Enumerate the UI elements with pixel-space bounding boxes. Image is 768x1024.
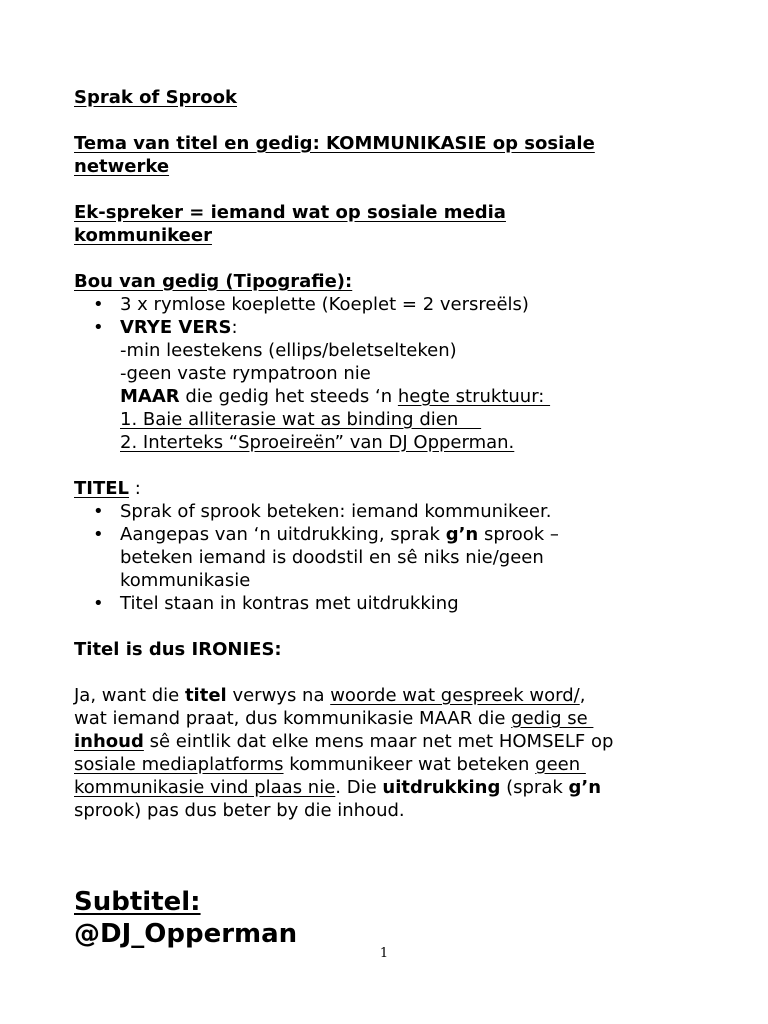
theme-line-1: Tema van titel en gedig: KOMMUNIKASIE op sosiale <box>74 133 595 154</box>
page-number: 1 <box>379 946 389 961</box>
structure-point-2: 2. Interteks “Sproeireën” van DJ Opperman. <box>120 432 515 453</box>
structure-heading: Bou van gedig (Tipografie): <box>74 271 353 292</box>
titel-bullet-2a: Aangepas van ‘n uitdrukking, sprak <box>120 524 446 545</box>
ironies-last-line: sprook) pas dus beter by die inhoud. <box>74 800 405 821</box>
list-item <box>74 293 714 316</box>
list-item <box>74 592 714 615</box>
titel-list <box>74 500 714 615</box>
maar-bold: MAAR <box>120 386 180 407</box>
speaker-heading <box>74 201 714 247</box>
maar-text: die gedig het steeds ‘n <box>179 386 398 407</box>
titel-heading-suffix: : <box>129 478 141 499</box>
document-page <box>74 86 714 950</box>
titel-bullet-3: Titel staan in kontras met uitdrukking <box>120 593 459 614</box>
subtitle-heading: Subtitel: <box>74 887 201 917</box>
gn-bold: g’n <box>568 777 602 798</box>
list-item <box>74 316 714 454</box>
list-item <box>74 500 714 523</box>
titel-heading-label: TITEL <box>74 478 130 499</box>
structure-line-maar <box>120 385 714 408</box>
theme-line-2: netwerke <box>74 156 170 177</box>
speaker-line-2: kommunikeer <box>74 225 212 246</box>
text: wat iemand praat, dus kommunikasie MAAR die <box>74 708 512 729</box>
titel-bullet-2b: sprook – <box>478 524 559 545</box>
colon: : <box>231 317 238 338</box>
inhoud-bold: inhoud <box>74 731 144 752</box>
ironies-heading: Titel is dus IRONIES: <box>74 639 282 660</box>
underlined-text: woorde wat gespreek word/ <box>330 685 580 706</box>
titel-bullet-2-bold: g’n <box>445 524 479 545</box>
underlined-text: gedig se <box>511 708 594 729</box>
titel-bold: titel <box>184 685 227 706</box>
underlined-text: kommunikasie vind plaas nie <box>74 777 336 798</box>
titel-bullet-1: Sprak of sprook beteken: iemand kommunikeer. <box>120 501 552 522</box>
text: (sprak <box>500 777 569 798</box>
structure-line-min: -min leestekens (ellips/beletselteken) <box>120 340 457 361</box>
text: kommunikeer wat beteken <box>283 754 536 775</box>
structure-list <box>74 293 714 454</box>
text: . Die <box>335 777 383 798</box>
structure-bullet-1: 3 x rymlose koeplette (Koeplet = 2 versreëls) <box>120 294 529 315</box>
titel-bullet-2-line2: beteken iemand is doodstil en sê niks nie/geen <box>120 547 544 568</box>
document-title: Sprak of Sprook <box>74 87 238 108</box>
subtitle-handle: @DJ_Opperman <box>74 919 298 949</box>
theme-heading <box>74 132 714 178</box>
underlined-text: sosiale mediaplatforms <box>74 754 284 775</box>
uitdrukking-bold: uitdrukking <box>382 777 501 798</box>
titel-heading <box>74 477 714 500</box>
hegte-struktuur: hegte struktuur: <box>397 386 551 407</box>
speaker-line-1: Ek-spreker = iemand wat op sosiale media <box>74 202 506 223</box>
ironies-paragraph <box>74 661 714 822</box>
text: , <box>579 685 586 706</box>
titel-bullet-2-line3: kommunikasie <box>120 570 251 591</box>
text: Ja, want die <box>74 685 185 706</box>
structure-line-geen: -geen vaste rympatroon nie <box>120 363 371 384</box>
structure-point-1: 1. Baie alliterasie wat as binding dien <box>120 409 482 430</box>
text: sê eintlik dat elke mens maar net met HOMSELF op <box>143 731 614 752</box>
text: verwys na <box>226 685 331 706</box>
underlined-text: geen <box>535 754 586 775</box>
list-item <box>74 523 714 592</box>
vrye-vers-label: VRYE VERS <box>120 317 232 338</box>
